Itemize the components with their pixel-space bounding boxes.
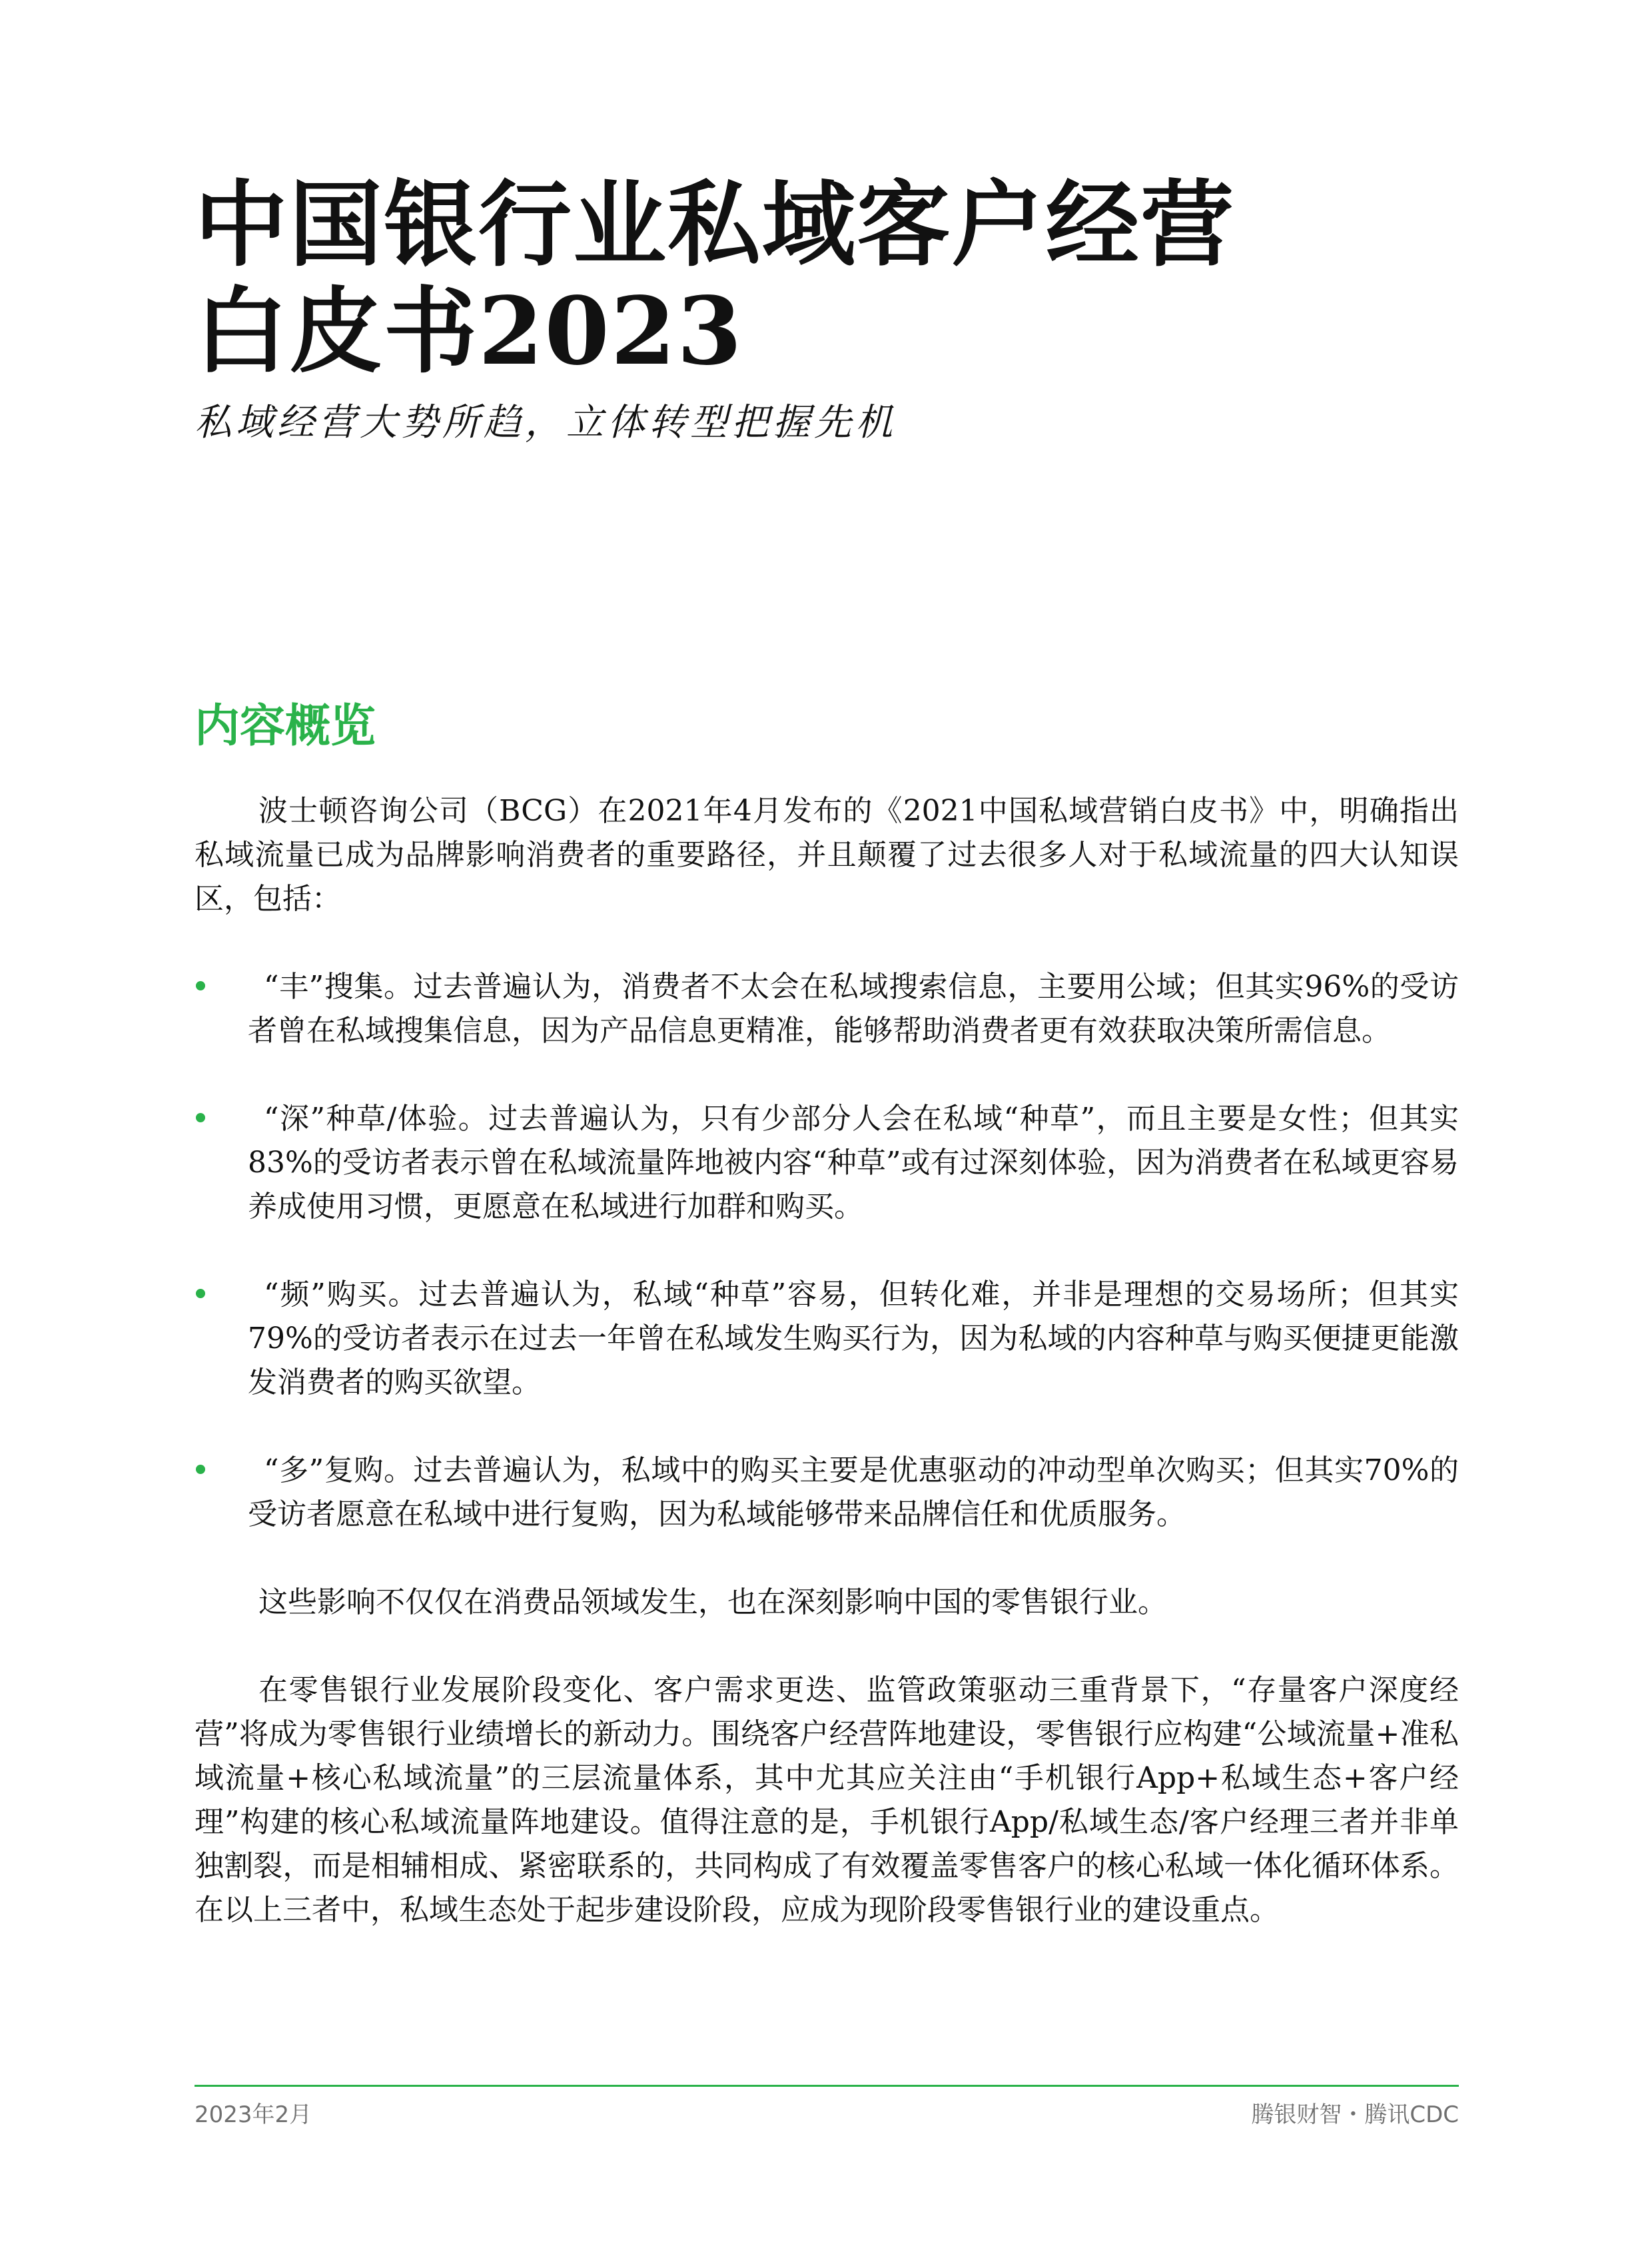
section-heading: 内容概览 <box>195 699 376 753</box>
document-title <box>195 172 1527 385</box>
bullet-dot-icon <box>196 981 205 990</box>
intro-paragraph: 波士顿咨询公司（BCG）在2021年4月发布的《2021中国私域营销白皮书》中，明确指出私域流量已成为品牌影响消费者的重要路径，并且颠覆了过去很多人对于私域流量的四大认知误区，包括： <box>195 794 1459 916</box>
bullet-item <box>195 1449 1459 1537</box>
footer-source: 腾银财智・腾讯CDC <box>1251 2101 1459 2128</box>
bullet-text: “深”种草/体验。过去普遍认为，只有少部分人会在私域“种草”，而且主要是女性；但其实83%的受访者表示曾在私域流量阵地被内容“种草”或有过深刻体验，因为消费者在私域更容易养成使用习惯，更愿意在私域进行加群和购买。 <box>248 1102 1459 1224</box>
bullet-text: “多”复购。过去普遍认为，私域中的购买主要是优惠驱动的冲动型单次购买；但其实70%的受访者愿意在私域中进行复购，因为私域能够带来品牌信任和优质服务。 <box>248 1453 1459 1531</box>
bullet-item <box>195 965 1459 1053</box>
paragraph-2: 这些影响不仅仅在消费品领域发生，也在深刻影响中国的零售银行业。 <box>258 1585 1167 1619</box>
bullet-list <box>195 965 1459 1537</box>
paragraph-3: 在零售银行业发展阶段变化、客户需求更迭、监管政策驱动三重背景下，“存量客户深度经营”将成为零售银行业绩增长的新动力。围绕客户经营阵地建设，零售银行应构建“公域流量+准私域流量+核心私域流量”的三层流量体系，其中尤其应关注由“手机银行App+私域生态+客户经理”构建的核心私域流量阵地建设。值得注意的是，手机银行App/私域生态/客户经理三者并非单独割裂，而是相辅相成、紧密联系的，共同构成了有效覆盖零售客户的核心私域一体化循环体系。在以上三者中，私域生态处于起步建设阶段，应成为现阶段零售银行业的建设重点。 <box>195 1673 1459 1927</box>
bullet-dot-icon <box>196 1465 205 1474</box>
footer-date: 2023年2月 <box>195 2101 312 2128</box>
title-line-1: 中国银行业私域客户经营 <box>195 171 1236 280</box>
title-line-2: 白皮书2023 <box>195 277 743 386</box>
bullet-item <box>195 1273 1459 1405</box>
bullet-dot-icon <box>196 1289 205 1298</box>
document-subtitle: 私域经营大势所趋，立体转型把握先机 <box>195 401 897 444</box>
bullet-item <box>195 1097 1459 1229</box>
body-text <box>195 789 1459 1976</box>
bullet-text: “丰”搜集。过去普遍认为，消费者不太会在私域搜索信息，主要用公域；但其实96%的受访者曾在私域搜集信息，因为产品信息更精准，能够帮助消费者更有效获取决策所需信息。 <box>248 970 1459 1048</box>
footer-divider <box>195 2085 1459 2087</box>
bullet-text: “频”购买。过去普遍认为，私域“种草”容易，但转化难，并非是理想的交易场所；但其实79%的受访者表示在过去一年曾在私域发生购买行为，因为私域的内容种草与购买便捷更能激发消费者的购买欲望。 <box>248 1278 1459 1399</box>
bullet-dot-icon <box>196 1113 205 1122</box>
